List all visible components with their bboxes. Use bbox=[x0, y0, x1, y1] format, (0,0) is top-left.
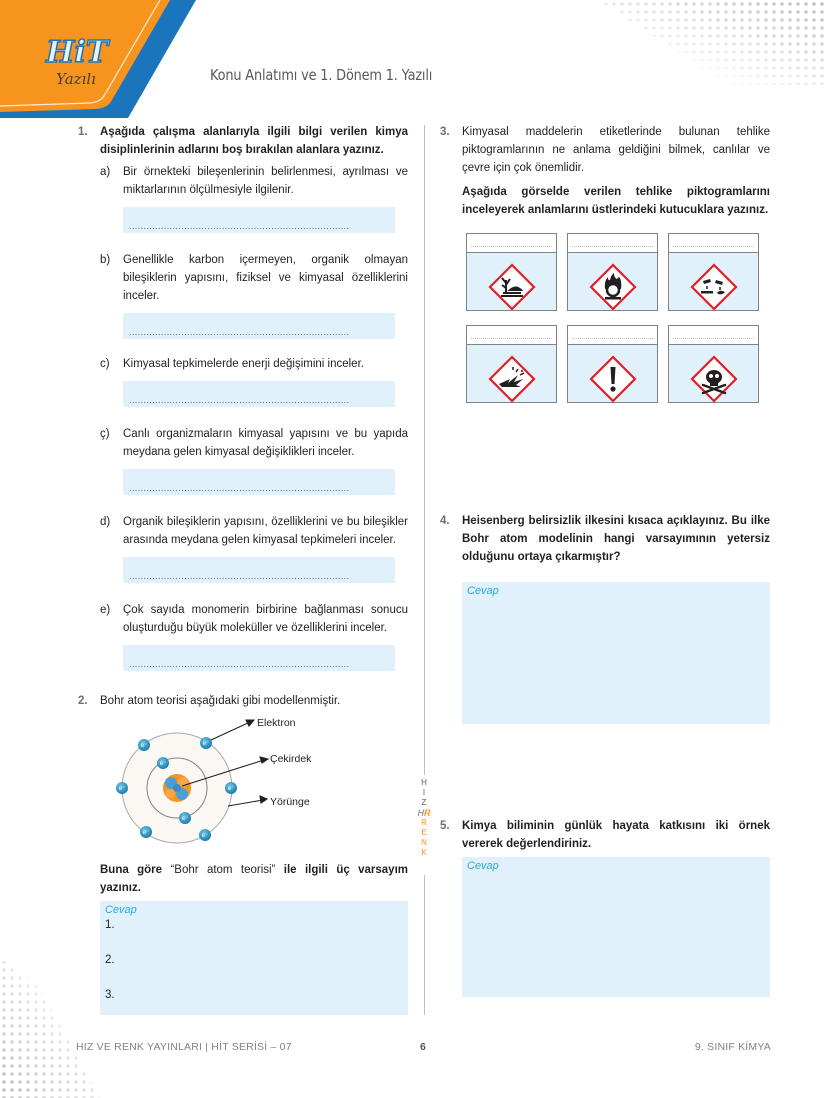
answer-box-q4[interactable] bbox=[462, 582, 770, 724]
sub-text: Organik bileşiklerin yapısını, özelliklerini ve bu bileşikler arasında meydana gelen kimyasal tepkimeleri inceler. bbox=[123, 516, 408, 546]
question-3 bbox=[440, 123, 770, 219]
answer-blank-c-cedilla[interactable]: ............................................................................ bbox=[123, 469, 395, 495]
pictogram-grid bbox=[466, 233, 760, 403]
answer-blank-e[interactable]: ............................................................................ bbox=[123, 645, 395, 671]
label-orbit: Yörünge bbox=[270, 796, 310, 808]
sub-text: Kimyasal tepkimelerde enerji değişimini inceler. bbox=[123, 358, 364, 370]
environment-hazard-icon bbox=[488, 263, 536, 311]
pictogram-card bbox=[466, 325, 557, 403]
sub-question-c bbox=[100, 355, 408, 407]
corrosive-icon bbox=[690, 263, 738, 311]
question-5 bbox=[440, 817, 770, 853]
question-number: 4. bbox=[440, 515, 450, 527]
question-prompt: Bohr atom teorisi aşağıdaki gibi modellenmiştir. bbox=[100, 695, 341, 707]
svg-text:e⁻: e⁻ bbox=[118, 786, 126, 792]
sub-text: Çok sayıda monomerin birbirine bağlanması sonucu oluşturduğu büyük moleküller ve özelliklerini inceler. bbox=[123, 604, 408, 634]
question-4 bbox=[440, 512, 770, 566]
sub-text: Canlı organizmaların kimyasal yapısını ve bu yapıda meydana gelen kimyasal değişiklikleri inceler. bbox=[123, 428, 408, 458]
sub-letter: e) bbox=[100, 604, 111, 616]
sub-question-c-cedilla bbox=[100, 425, 408, 495]
logo-hit: HiT bbox=[46, 35, 109, 70]
question-1 bbox=[78, 123, 408, 671]
nucleus-icon bbox=[163, 774, 191, 802]
pictogram-answer-field[interactable] bbox=[669, 326, 758, 345]
halftone-dots-decoration bbox=[578, 0, 828, 85]
footer-publisher: HIZ VE RENK YAYINLARI | HİT SERİSİ – 07 bbox=[76, 1041, 292, 1053]
answer-box-q5[interactable] bbox=[462, 857, 770, 997]
bohr-atom-diagram bbox=[110, 708, 340, 848]
logo-yazili: Yazılı bbox=[56, 70, 96, 88]
answer-line-3: 3. bbox=[105, 989, 115, 1001]
pictogram-answer-field[interactable] bbox=[568, 326, 657, 345]
pictogram-card bbox=[567, 325, 658, 403]
brand-letter: Z bbox=[421, 798, 427, 807]
footer-subject: 9. SINIF KİMYA bbox=[694, 1041, 771, 1053]
svg-text:e⁻: e⁻ bbox=[201, 833, 209, 839]
pictogram-answer-field[interactable] bbox=[467, 326, 556, 345]
sub-letter: b) bbox=[100, 254, 111, 266]
brand-letter: R bbox=[421, 818, 427, 827]
answer-blank-b[interactable]: ............................................................................ bbox=[123, 313, 395, 339]
cevap-label: Cevap bbox=[467, 860, 499, 872]
sub-letter: ç) bbox=[100, 428, 110, 440]
sub-question-b bbox=[100, 251, 408, 339]
answer-blank-c[interactable]: ............................................................................ bbox=[123, 381, 395, 407]
sub-letter: c) bbox=[100, 358, 110, 370]
brand-letter: N bbox=[421, 838, 427, 847]
brand-letter: K bbox=[421, 848, 427, 857]
answer-blank-a[interactable]: ............................................................................ bbox=[123, 207, 395, 233]
page-header-title: Konu Anlatımı ve 1. Dönem 1. Yazılı bbox=[210, 66, 433, 84]
skull-crossbones-icon bbox=[690, 355, 738, 403]
sub-question-d bbox=[100, 513, 408, 583]
svg-text:e⁻: e⁻ bbox=[181, 816, 189, 822]
cevap-label: Cevap bbox=[467, 585, 499, 597]
sub-question-a bbox=[100, 163, 408, 233]
svg-text:e⁻: e⁻ bbox=[202, 741, 210, 747]
sub-text: Genellikle karbon içermeyen, organik olmayan bileşiklerin yapısını, fiziksel ve kimyasal özelliklerini inceler. bbox=[123, 254, 408, 302]
halftone-dots-decoration bbox=[0, 958, 100, 1098]
question-number: 1. bbox=[78, 126, 88, 138]
sub-letter: d) bbox=[100, 516, 111, 528]
brand-letter: H bbox=[421, 778, 427, 787]
pictogram-answer-field[interactable] bbox=[568, 234, 657, 253]
pictogram-card bbox=[466, 233, 557, 311]
exclamation-mark-icon bbox=[589, 355, 637, 403]
question-prompt: Aşağıda çalışma alanlarıyla ilgili bilgi verilen kimya disiplinlerinin adlarını boş bırakılan alanlara yazınız. bbox=[100, 126, 408, 156]
vertical-brand-mark bbox=[416, 778, 432, 858]
hr-logo-icon: HR bbox=[417, 808, 431, 818]
page-number: 6 bbox=[420, 1041, 426, 1053]
question-number: 5. bbox=[440, 820, 450, 832]
svg-text:e⁻: e⁻ bbox=[140, 743, 148, 749]
question-number: 3. bbox=[440, 126, 450, 138]
column-divider bbox=[424, 875, 425, 1015]
answer-line-2: 2. bbox=[105, 954, 115, 966]
brand-letter: E bbox=[421, 828, 427, 837]
pictogram-answer-field[interactable] bbox=[669, 234, 758, 253]
pictogram-card bbox=[668, 325, 759, 403]
label-nucleus: Çekirdek bbox=[270, 753, 312, 765]
svg-text:e⁻: e⁻ bbox=[159, 761, 167, 767]
question-instruction: Aşağıda görselde verilen tehlike piktogramlarını inceleyerek anlamlarını üstlerindeki kutucuklara yazınız. bbox=[462, 186, 770, 216]
column-divider bbox=[424, 125, 425, 775]
question-number: 2. bbox=[78, 695, 88, 707]
pictogram-answer-field[interactable] bbox=[467, 234, 556, 253]
cevap-label: Cevap bbox=[105, 904, 137, 916]
question-2-instruction: Buna göre “Bohr atom teorisi” ile ilgili üç varsayım yazınız. bbox=[100, 864, 408, 894]
answer-line-1: 1. bbox=[105, 919, 115, 931]
brand-letter: I bbox=[422, 788, 426, 797]
svg-text:e⁻: e⁻ bbox=[142, 830, 150, 836]
answer-blank-d[interactable]: ............................................................................ bbox=[123, 557, 395, 583]
sub-question-e bbox=[100, 601, 408, 671]
answer-box-q2[interactable] bbox=[100, 901, 408, 1015]
question-prompt: Heisenberg belirsizlik ilkesini kısaca açıklayınız. Bu ilke Bohr atom modelinin hangi varsayımının yetersiz olduğunu ortaya çıkarmıştır? bbox=[462, 515, 770, 563]
question-prompt: Kimya biliminin günlük hayata katkısını iki örnek vererek değerlendiriniz. bbox=[462, 820, 770, 850]
oxidizer-flame-over-circle-icon bbox=[589, 263, 637, 311]
sub-letter: a) bbox=[100, 166, 111, 178]
sub-text: Bir örnekteki bileşenlerinin belirlenmesi, ayrılması ve miktarlarının ölçülmesiyle ilgilenir. bbox=[123, 166, 408, 196]
header-corner-banner bbox=[0, 0, 240, 125]
label-electron: Elektron bbox=[257, 717, 296, 729]
pictogram-card bbox=[567, 233, 658, 311]
explosive-icon bbox=[488, 355, 536, 403]
pictogram-card bbox=[668, 233, 759, 311]
svg-text:e⁻: e⁻ bbox=[227, 786, 235, 792]
question-prompt: Kimyasal maddelerin etiketlerinde bulunan tehlike piktogramlarının ne anlama geldiğini bilmek, canlılar ve çevre için çok önemlidir. bbox=[462, 126, 770, 174]
